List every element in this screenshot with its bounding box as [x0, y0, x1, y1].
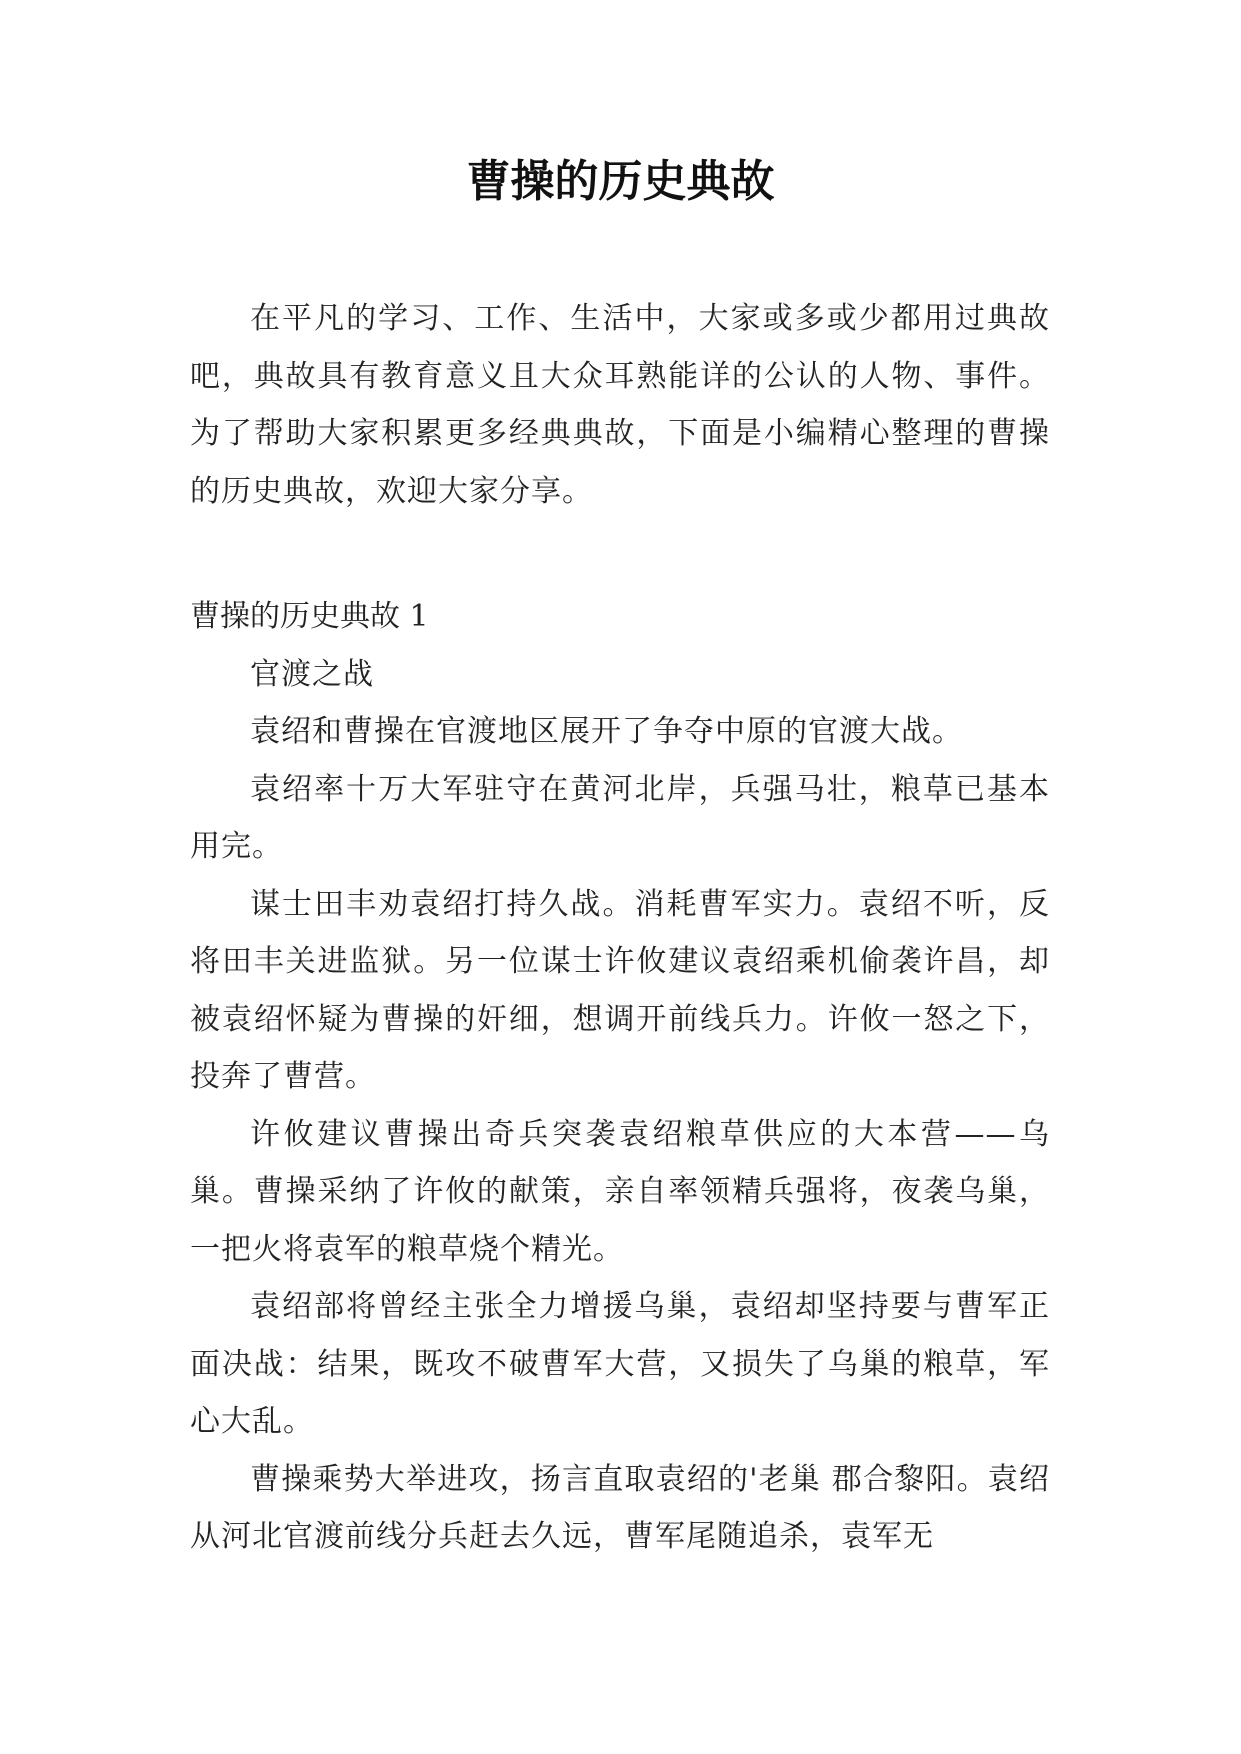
- document-body: [190, 290, 1050, 1566]
- section-subheading: 官渡之战: [250, 656, 374, 692]
- body-paragraph: 袁绍率十万大军驻守在黄河北岸，兵强马壮，粮草已基本用完。: [190, 771, 1050, 864]
- document-title: 曹操的历史典故: [466, 156, 775, 207]
- body-paragraph: 袁绍和曹操在官渡地区展开了争夺中原的官渡大战。: [250, 714, 963, 749]
- body-paragraph: 谋士田丰劝袁绍打持久战。消耗曹军实力。袁绍不听，反将田丰关进监狱。另一位谋士许攸建议袁绍乘机偷袭许昌，却被袁绍怀疑为曹操的奸细，想调开前线兵力。许攸一怒之下，投奔了曹营。: [190, 886, 1050, 1094]
- body-paragraph: 曹操乘势大举进攻，扬言直取袁绍的'老巢 郡合黎阳。袁绍从河北官渡前线分兵赶去久远，曹军尾随追杀，袁军无: [190, 1461, 1050, 1554]
- body-paragraph: 袁绍部将曾经主张全力增援乌巢，袁绍却坚持要与曹军正面决战：结果，既攻不破曹军大营，又损失了乌巢的粮草，军心大乱。: [190, 1289, 1050, 1439]
- body-paragraph: 许攸建议曹操出奇兵突袭袁绍粮草供应的大本营——乌巢。曹操采纳了许攸的献策，亲自率领精兵强将，夜袭乌巢，一把火将袁军的粮草烧个精光。: [190, 1116, 1050, 1267]
- section-heading: 曹操的历史典故 1: [190, 599, 429, 634]
- intro-paragraph: 在平凡的学习、工作、生活中，大家或多或少都用过典故吧，典故具有教育意义且大众耳熟能详的公认的人物、事件。为了帮助大家积累更多经典典故，下面是小编精心整理的曹操的历史典故，欢迎大家分享。: [190, 301, 1050, 509]
- section-spacer: [190, 520, 1050, 588]
